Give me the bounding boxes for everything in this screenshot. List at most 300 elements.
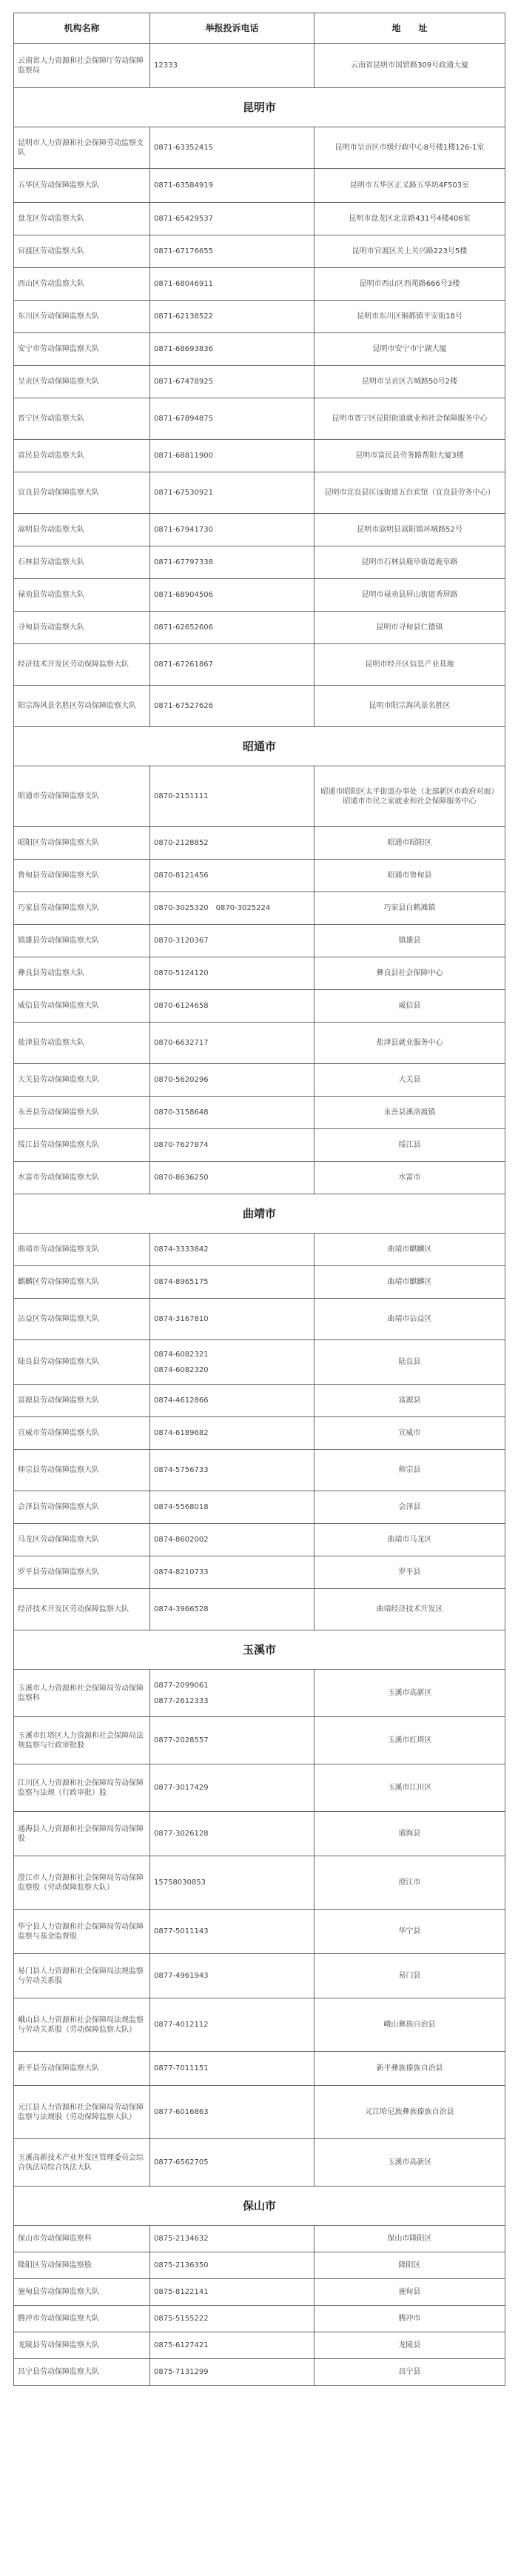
phone-cell [150,1450,314,1491]
address-cell: 昆明市盘龙区北京路431号4楼406室 [314,203,505,235]
phone-cell [150,686,314,727]
phone-cell [150,2086,314,2139]
address-cell: 玉溪市高新区 [314,2139,505,2187]
table-row [14,925,505,957]
phone-number: 0870-3120367 [154,937,209,945]
org-name-cell: 鲁甸县劳动保障监察大队 [14,860,150,892]
table-row [14,1717,505,1764]
phone-cell [150,1385,314,1417]
address-cell: 昆明市东川区铜都镇平安街18号 [314,301,505,333]
org-name-cell: 峨山县人力资源和社会保障局法规监察与劳动关系股（劳动保障监察大队） [14,1998,150,2052]
phone-number: 0871-67894875 [154,415,213,423]
table-row [14,1266,505,1299]
table-row [14,860,505,892]
phone-cell [150,333,314,366]
phone-cell [150,1064,314,1097]
org-name-cell: 沾益区劳动保障监察大队 [14,1299,150,1340]
address-cell: 盐津县就业服务中心 [314,1023,505,1064]
phone-number: 15758030853 [154,1879,206,1887]
phone-cell [150,1717,314,1764]
org-name-cell: 官渡区劳动监察大队 [14,235,150,268]
phone-cell [150,1129,314,1162]
table-row [14,2252,505,2279]
table-row [14,1064,505,1097]
phone-number: 0871-68693836 [154,345,213,353]
phone-number: 0877-3026128 [154,1830,209,1838]
phone-cell [150,1023,314,1064]
phone-cell [150,301,314,333]
org-name-cell: 麒麟区劳动保障监察大队 [14,1266,150,1299]
table-row [14,1856,505,1910]
address-cell: 昆明市安宁市宁湖大厦 [314,333,505,366]
address-cell: 澄江市 [314,1856,505,1910]
org-name-cell: 易门县人力资源和社会保障局法规监察与劳动关系股 [14,1954,150,1998]
address-cell: 罗平县 [314,1556,505,1589]
section-title: 保山市 [14,2187,505,2226]
address-cell: 昆明市官渡区关上关兴路223号5楼 [314,235,505,268]
table-row [14,827,505,860]
org-name-cell: 昭通市劳动保障监察支队 [14,766,150,827]
address-cell: 会泽县 [314,1491,505,1524]
table-row [14,127,505,169]
table-row [14,301,505,333]
phone-cell [150,268,314,301]
address-cell: 昆明市呈贡区市级行政中心8号楼1楼126-1室 [314,127,505,169]
address-cell: 昆明市西山区西苑路666号3楼 [314,268,505,301]
table-row [14,2052,505,2086]
labor-inspection-directory-table [13,13,505,2386]
phone-cell [150,990,314,1023]
address-cell: 曲靖经济技术开发区 [314,1589,505,1630]
table-row [14,514,505,546]
phone-cell [150,2279,314,2306]
phone-number: 0877-5011143 [154,1927,209,1936]
phone-number: 0871-68904506 [154,591,213,599]
table-row [14,1910,505,1954]
org-name-cell: 巧家县劳动保障监察大队 [14,892,150,925]
address-cell: 新平彝族傣族自治县 [314,2052,505,2086]
table-row [14,1954,505,1998]
address-cell: 师宗县 [314,1450,505,1491]
address-cell: 曲靖市麒麟区 [314,1266,505,1299]
phone-number: 0870-6632717 [154,1039,209,1047]
address-cell: 大关县 [314,1064,505,1097]
phone-cell [150,440,314,472]
phone-number: 0871-67261867 [154,660,213,669]
table-row [14,990,505,1023]
org-name-cell: 经济技术开发区劳动保障监察大队 [14,1589,150,1630]
phone-cell [150,2306,314,2332]
address-cell: 施甸县 [314,2279,505,2306]
address-cell: 元江哈尼族彝族傣族自治县 [314,2086,505,2139]
phone-number: 0870-8636250 [154,1174,209,1182]
org-name-cell: 盐津县劳动监察大队 [14,1023,150,1064]
address-cell: 华宁县 [314,1910,505,1954]
phone-cell [150,1340,314,1385]
phone-number: 0875-6127421 [154,2341,209,2349]
phone-cell [150,925,314,957]
address-cell: 昭通市昭阳区 [314,827,505,860]
address-cell: 昌宁县 [314,2359,505,2386]
org-name-cell: 水富市劳动保障监察大队 [14,1162,150,1194]
phone-cell [150,44,314,88]
org-name-cell: 马龙区劳动保障监察大队 [14,1524,150,1556]
phone-number: 0877-6016863 [154,2108,209,2116]
section-header-row [14,1194,505,1234]
phone-number: 0874-3966528 [154,1605,209,1613]
org-name-cell: 罗平县劳动保障监察大队 [14,1556,150,1589]
org-name-cell: 师宗县劳动保障监察大队 [14,1450,150,1491]
phone-cell [150,1097,314,1129]
phone-cell [150,860,314,892]
phone-number: 0870-5124120 [154,969,209,977]
header-addr: 地 址 [314,13,505,44]
table-row [14,1162,505,1194]
phone-cell [150,1556,314,1589]
phone-cell [150,2226,314,2252]
address-cell: 玉溪市高新区 [314,1670,505,1717]
org-name-cell: 大关县劳动保障监察大队 [14,1064,150,1097]
phone-cell [150,2139,314,2187]
phone-number: 0871-65429537 [154,215,213,223]
table-row [14,366,505,398]
table-row [14,1491,505,1524]
phone-number: 0877-2099061 [154,1681,209,1690]
phone-number: 0875-8122141 [154,2288,209,2296]
org-name-cell: 宜良县劳动保障监察大队 [14,472,150,514]
section-header-row [14,88,505,127]
phone-number: 0870-2151111 [154,792,209,800]
phone-cell [150,644,314,686]
address-cell: 永善县溪洛渡镇 [314,1097,505,1129]
address-cell: 昆明市晋宁区昆阳街道就业和社会保障服务中心 [314,398,505,440]
phone-cell [150,1812,314,1856]
phone-number: 12333 [154,61,178,70]
phone-cell [150,892,314,925]
table-row [14,766,505,827]
org-name-cell: 威信县劳动保障监察大队 [14,990,150,1023]
phone-cell [150,1162,314,1194]
table-row [14,612,505,644]
org-name-cell: 阳宗海风景名胜区劳动保障监察大队 [14,686,150,727]
phone-number: 0874-8602002 [154,1536,209,1544]
phone-cell [150,366,314,398]
address-cell: 陆良县 [314,1340,505,1385]
section-title: 曲靖市 [14,1194,505,1234]
address-cell: 昭通市鲁甸县 [314,860,505,892]
table-row [14,2086,505,2139]
phone-cell [150,169,314,203]
phone-number: 0870-7627874 [154,1141,209,1149]
table-row [14,1385,505,1417]
phone-number: 0877-2612333 [154,1696,209,1705]
phone-cell [150,2359,314,2386]
org-name-cell: 呈贡区劳动保障监察大队 [14,366,150,398]
phone-cell [150,1910,314,1954]
org-name-cell: 玉溪高新技术产业开发区管理委员会综合执法局综合执法大队 [14,2139,150,2187]
table-row [14,579,505,612]
address-cell: 昆明市寻甸县仁德镇 [314,612,505,644]
phone-number: 0874-8210733 [154,1568,209,1576]
org-name-cell: 五华区劳动保障监察大队 [14,169,150,203]
address-cell: 水富市 [314,1162,505,1194]
table-row [14,472,505,514]
phone-number: 0874-5756733 [154,1466,209,1474]
org-name-cell: 通海县人力资源和社会保障局劳动保障股 [14,1812,150,1856]
address-cell: 保山市隆阳区 [314,2226,505,2252]
section-title: 昭通市 [14,727,505,766]
org-name-cell: 玉溪市人力资源和社会保障局劳动保障监察科 [14,1670,150,1717]
table-row [14,2306,505,2332]
table-row [14,1417,505,1450]
phone-number: 0877-7011151 [154,2064,209,2072]
address-cell: 昆明市嵩明县嵩阳镇环城路52号 [314,514,505,546]
phone-number: 0877-2028557 [154,1736,209,1744]
org-name-cell: 龙陵县劳动保障监察大队 [14,2332,150,2359]
table-row [14,957,505,990]
address-cell: 昆明市富民县劳务路帮阳大厦3楼 [314,440,505,472]
org-name-cell: 嵩明县劳动监察大队 [14,514,150,546]
org-name-cell: 西山区劳动监察大队 [14,268,150,301]
phone-cell [150,579,314,612]
phone-cell [150,203,314,235]
table-row [14,1764,505,1812]
phone-cell [150,1998,314,2052]
org-name-cell: 晋宁区劳动监察大队 [14,398,150,440]
phone-cell [150,957,314,990]
org-name-cell: 东川区劳动保障监察大队 [14,301,150,333]
table-row [14,2279,505,2306]
phone-cell [150,1670,314,1717]
phone-cell [150,2252,314,2279]
org-name-cell: 保山市劳动保障监察科 [14,2226,150,2252]
phone-number: 0871-67527626 [154,702,213,710]
org-name-cell: 寻甸县劳动监察大队 [14,612,150,644]
org-name-cell: 绥江县劳动保障监察大队 [14,1129,150,1162]
address-cell: 曲靖市沾益区 [314,1299,505,1340]
address-cell: 昆明市石林县鹿阜街道鹿阜路 [314,546,505,579]
phone-number: 0870-6124658 [154,1002,209,1010]
org-name-cell: 石林县劳动监察大队 [14,546,150,579]
address-cell: 隆阳区 [314,2252,505,2279]
phone-number: 0871-63352415 [154,144,213,152]
phone-number: 0877-6562705 [154,2158,209,2167]
phone-cell [150,398,314,440]
address-cell: 彝良县社会保障中心 [314,957,505,990]
org-name-cell: 昌宁县劳动保障监察大队 [14,2359,150,2386]
table-row [14,1234,505,1266]
address-cell: 昆明市宜良县匡远街道五台宾馆（宜良县劳务中心） [314,472,505,514]
org-name-cell: 玉溪市红塔区人力资源和社会保障局法规监察与行政审批股 [14,1717,150,1764]
org-name-cell: 昭阳区劳动保障监察大队 [14,827,150,860]
table-row [14,1450,505,1491]
table-row [14,44,505,88]
org-name-cell: 永善县劳动保障监察大队 [14,1097,150,1129]
org-name-cell: 昆明市人力资源和社会保障劳动监察支队 [14,127,150,169]
address-cell: 腾冲市 [314,2306,505,2332]
table-row [14,1998,505,2052]
phone-cell [150,127,314,169]
address-cell: 巧家县白鹤滩镇 [314,892,505,925]
org-name-cell: 施甸县劳动保障监察大队 [14,2279,150,2306]
phone-number: 0874-6189682 [154,1429,209,1437]
section-title: 昆明市 [14,88,505,127]
table-row [14,2226,505,2252]
phone-number: 0875-5155222 [154,2315,209,2323]
phone-number: 0877-4012112 [154,2021,209,2029]
org-name-cell: 元江县人力资源和社会保障局劳动保障监察与法规股（劳动保障监察大队） [14,2086,150,2139]
address-cell: 峨山彝族自治县 [314,1998,505,2052]
phone-number: 0870-3158648 [154,1108,209,1117]
phone-number: 0874-6082321 [154,1350,209,1359]
address-cell: 易门县 [314,1954,505,1998]
phone-number: 0871-62138522 [154,312,213,321]
table-row [14,1556,505,1589]
address-cell: 曲靖市马龙区 [314,1524,505,1556]
address-cell: 绥江县 [314,1129,505,1162]
address-cell: 威信县 [314,990,505,1023]
phone-number: 0877-3017429 [154,1784,209,1792]
org-name-cell: 富民县劳动监察大队 [14,440,150,472]
phone-cell [150,766,314,827]
phone-cell [150,1954,314,1998]
address-cell: 昆明市五华区正义路五华坊4F503室 [314,169,505,203]
org-name-cell: 经济技术开发区劳动保障监察大队 [14,644,150,686]
phone-number: 0871-67530921 [154,489,213,497]
phone-cell [150,1234,314,1266]
address-cell: 镇雄县 [314,925,505,957]
address-cell: 宣威市 [314,1417,505,1450]
table-row [14,2332,505,2359]
org-name-cell: 盘龙区劳动监察大队 [14,203,150,235]
org-name-cell: 曲靖市劳动保障监察支队 [14,1234,150,1266]
header-tel: 举报投诉电话 [150,13,314,44]
phone-number: 0871-67941730 [154,526,213,534]
phone-number: 0871-67176655 [154,247,213,255]
phone-number: 0874-8965175 [154,1278,209,1286]
org-name-cell: 华宁县人力资源和社会保障局劳动保障监察与基金监督股 [14,1910,150,1954]
table-row [14,1299,505,1340]
phone-cell [150,1764,314,1812]
address-cell: 玉溪市红塔区 [314,1717,505,1764]
table-row [14,1023,505,1064]
table-row [14,440,505,472]
phone-number: 0874-3333842 [154,1245,209,1254]
org-name-cell: 富源县劳动保障监察大队 [14,1385,150,1417]
table-row [14,169,505,203]
phone-number: 0870-3025320 0870-3025224 [154,904,271,912]
phone-cell [150,514,314,546]
phone-cell [150,235,314,268]
address-cell: 昆明市禄劝县屏山街道秀屏路 [314,579,505,612]
header-org: 机构名称 [14,13,150,44]
table-row [14,1589,505,1630]
table-row [14,268,505,301]
table-row [14,1812,505,1856]
section-header-row [14,2187,505,2226]
section-header-row [14,727,505,766]
phone-cell [150,1589,314,1630]
phone-cell [150,472,314,514]
table-row [14,235,505,268]
phone-number: 0877-4961943 [154,1972,209,1980]
address-cell: 富源县 [314,1385,505,1417]
section-title: 玉溪市 [14,1630,505,1670]
phone-number: 0874-6082320 [154,1365,209,1374]
phone-number: 0875-7131299 [154,2368,209,2376]
org-name-cell: 安宁市劳动保障监察大队 [14,333,150,366]
address-cell: 昭通市昭阳区太平街道办事处（北部新区市政府对面）昭通市市民之家就业和社会保障服务中心 [314,766,505,827]
address-cell: 昆明市阳宗海风景名胜区 [314,686,505,727]
table-row [14,333,505,366]
phone-number: 0870-8121456 [154,872,209,880]
phone-cell [150,612,314,644]
address-cell: 昆明市呈贡区古城路50号2楼 [314,366,505,398]
phone-number: 0874-3167810 [154,1315,209,1323]
phone-cell [150,1524,314,1556]
org-name-cell: 澄江市人力资源和社会保障局劳动保障监察股（劳动保障监察大队） [14,1856,150,1910]
section-header-row [14,1630,505,1670]
phone-cell [150,1299,314,1340]
phone-number: 0871-68046911 [154,280,213,288]
table-row [14,686,505,727]
phone-number: 0871-67478925 [154,378,213,386]
table-body [14,44,505,2386]
phone-cell [150,1856,314,1910]
table-header-row [14,13,505,44]
table-row [14,1129,505,1162]
address-cell: 云南省昆明市国贸路309号政通大厦 [314,44,505,88]
phone-cell [150,1491,314,1524]
phone-number: 0871-63584919 [154,181,213,190]
phone-number: 0871-67797338 [154,558,213,566]
org-name-cell: 陆良县劳动保障监察大队 [14,1340,150,1385]
org-name-cell: 隆阳区劳动保障监察股 [14,2252,150,2279]
phone-number: 0870-2128852 [154,839,209,847]
org-name-cell: 宣威市劳动保障监察大队 [14,1417,150,1450]
phone-number: 0870-5620296 [154,1076,209,1084]
org-name-cell: 会泽县劳动保障监察大队 [14,1491,150,1524]
table-row [14,1340,505,1385]
table-row [14,1097,505,1129]
phone-number: 0871-62652606 [154,623,213,632]
org-name-cell: 新平县劳动保障监察大队 [14,2052,150,2086]
org-name-cell: 腾冲市劳动保障监察大队 [14,2306,150,2332]
address-cell: 龙陵县 [314,2332,505,2359]
address-cell: 玉溪市江川区 [314,1764,505,1812]
table-row [14,1670,505,1717]
address-cell: 昆明市经开区信息产业基地 [314,644,505,686]
table-row [14,892,505,925]
table-row [14,203,505,235]
phone-number: 0875-2136350 [154,2261,209,2269]
phone-cell [150,827,314,860]
phone-number: 0874-4612866 [154,1396,209,1405]
org-name-cell: 禄劝县劳动监察大队 [14,579,150,612]
phone-cell [150,2052,314,2086]
table-row [14,644,505,686]
table-row [14,546,505,579]
phone-number: 0871-68811900 [154,452,213,460]
phone-cell [150,1266,314,1299]
table-row [14,1524,505,1556]
table-row [14,2139,505,2187]
table-row [14,398,505,440]
phone-cell [150,546,314,579]
table-row [14,2359,505,2386]
org-name-cell: 江川区人力资源和社会保障局劳动保障监察与法规（行政审批）股 [14,1764,150,1812]
org-name-cell: 云南省人力资源和社会保障厅劳动保障监察局 [14,44,150,88]
